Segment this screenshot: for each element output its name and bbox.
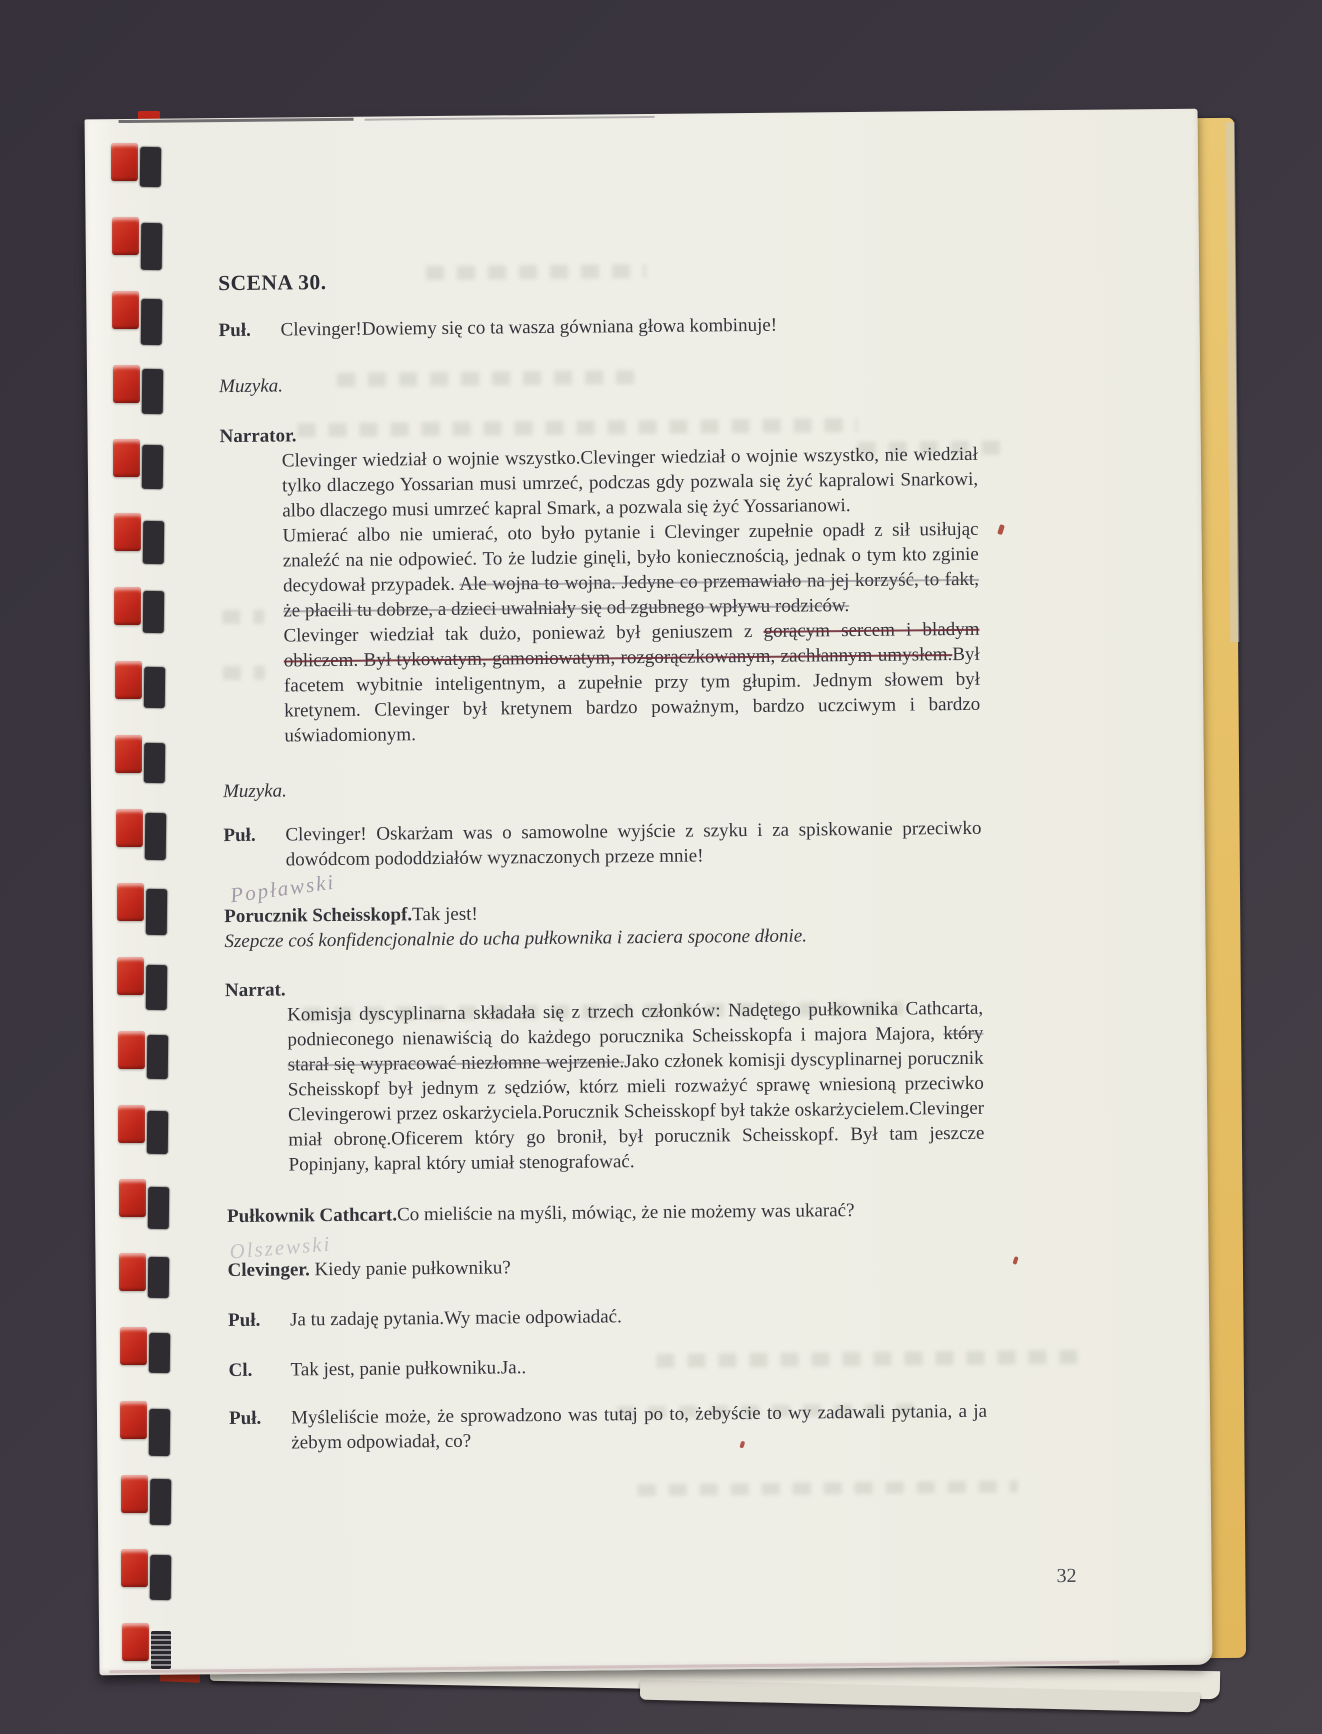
dialogue-line xyxy=(229,1399,987,1456)
narrator-paragraph xyxy=(282,442,979,524)
dialogue-text: Kiedy panie pułkowniku? xyxy=(309,1257,511,1281)
typescript-content xyxy=(217,111,988,1456)
dialogue-line xyxy=(228,1351,986,1383)
paragraph-text: Clevinger wiedział tak dużo, ponieważ był geniuszem z xyxy=(283,620,764,647)
strikethrough-pencil: który starał się wypracować niezłomne wejrzenie. xyxy=(287,1022,984,1076)
page-number: 32 xyxy=(1056,1564,1077,1588)
speaker-label: Puł. xyxy=(228,1407,262,1430)
dialogue-text: Clevinger! Oskarżam was o samowolne wyjście z szyku i za spiskowanie przeciwko dowódcom pododdziałów wyznaczonych przeze mnie! xyxy=(285,817,982,871)
speaker-label: Puł. xyxy=(218,319,251,342)
stage-direction: Muzyka. xyxy=(222,780,287,803)
narrator-heading: Narrator. xyxy=(219,425,297,448)
paragraph-text: Clevinger wiedział o wojnie wszystko.Clevinger wiedział o wojnie wszystko, nie wiedział tylko dlaczego Yossarian musi umrzeć, podczas gdy pozwala się żyć kapralowi Snarkowi, albo dlaczego musi umrzeć kapral Smark, a pozwala się żyć Yossarianowi. xyxy=(281,443,979,522)
dialogue-text: Clevinger!Dowiemy się co ta wasza gówniana głowa kombinuje! xyxy=(280,314,778,341)
bleed-through-smudge xyxy=(638,1480,1018,1496)
narrator-heading: Narrat. xyxy=(224,979,286,1002)
speaker-label: Puł. xyxy=(223,824,256,847)
speaker-label: Cl. xyxy=(228,1359,253,1382)
dialogue-line xyxy=(218,311,976,343)
stage-direction: Muzyka. xyxy=(219,375,284,398)
dialogue-line xyxy=(223,816,981,873)
speaker-label: Puł. xyxy=(227,1309,261,1332)
narrator-paragraph xyxy=(283,617,980,749)
narrator-paragraph xyxy=(282,517,979,624)
red-ink-speck xyxy=(997,524,1005,535)
strikethrough-pen: gorącym sercem i bladym obliczem. Był tykowatym, gamoniowatym, rozgorączkowanym, zachłannym umysłem. xyxy=(283,618,980,672)
dialogue-line xyxy=(227,1197,985,1229)
dialogue-text: Co mieliście na myśli, mówiąc, że nie możemy was ukarać? xyxy=(396,1200,855,1226)
dialogue-text: Tak jest! xyxy=(412,903,478,926)
dialogue-text: Tak jest, panie pułkowniku.Ja.. xyxy=(290,1357,527,1381)
scene-heading: SCENA 30. xyxy=(218,270,327,296)
speaker-label: Pułkownik Cathcart. xyxy=(226,1204,398,1228)
paragraph-text: Jako członek komisji dyscyplinarnej porucznik Scheisskopf był jednym z sędziów, którz mieli rozważyć sprawę wniesioną przeciwko Clevingerowi przez oskarżyciela.Porucznik Scheisskopf był także oskarżycielem.Clevinger miał obronę.Oficerem który go bronił, był porucznik Scheisskopf. Był tam jeszcze Popinjany, kapral który umiał stenografować. xyxy=(287,1047,985,1176)
dialogue-text: Ja tu zadaję pytania.Wy macie odpowiadać. xyxy=(289,1306,622,1331)
paragraph-text: Komisja dyscyplinarna składała się z trzech członków: Nadętego pułkownika Cathcarta, podnieconego nienawiścią do każdego porucznika Scheisskopfa i majora Majora, xyxy=(287,997,984,1051)
paragraph-text: Umierać albo nie umierać, oto było pytanie i Clevinger zupełnie opadł z sił usiłując znaleźć na nie odpowieć. To że ludzie ginęli, było koniecznością, jednak o tym kto zginie decydował przypadek. xyxy=(282,518,979,597)
dialogue-line xyxy=(228,1301,986,1333)
page xyxy=(85,109,1213,1676)
narrator-paragraph xyxy=(287,996,985,1178)
stage-direction: Szepcze coś konfidencjonalnie do ucha pułkownika i zaciera spocone dłonie. xyxy=(224,925,808,953)
handwritten-annotation: Olszewski xyxy=(228,1231,333,1264)
dialogue-line xyxy=(227,1231,985,1283)
handwritten-annotation: Popławski xyxy=(228,869,337,908)
speaker-label: Porucznik Scheisskopf. xyxy=(224,904,413,928)
paragraph-text: Był facetem wybitnie inteligentnym, a zupełnie przy tym głupim. Jednym słowem był kretynem. Clevinger był kretynem bardzo poważnym, bardzo uczciwym i bardzo uświadomionym. xyxy=(283,643,981,747)
speaker-label: Clevinger. xyxy=(227,1259,310,1282)
strikethrough-pencil: Ale wojna to wojna. Jedyne co przemawiało na jej korzyść, to fakt, że płacili tu dobrze, a dzieci uwalniały się od zgubnego wpływu rodziców. xyxy=(283,568,980,622)
red-ink-speck xyxy=(1012,1256,1018,1265)
dialogue-text: Myśleliście może, że sprowadzono was tutaj po to, żebyście to wy zadawali pytania, a ja żebym odpowiadał, co? xyxy=(290,1400,988,1454)
